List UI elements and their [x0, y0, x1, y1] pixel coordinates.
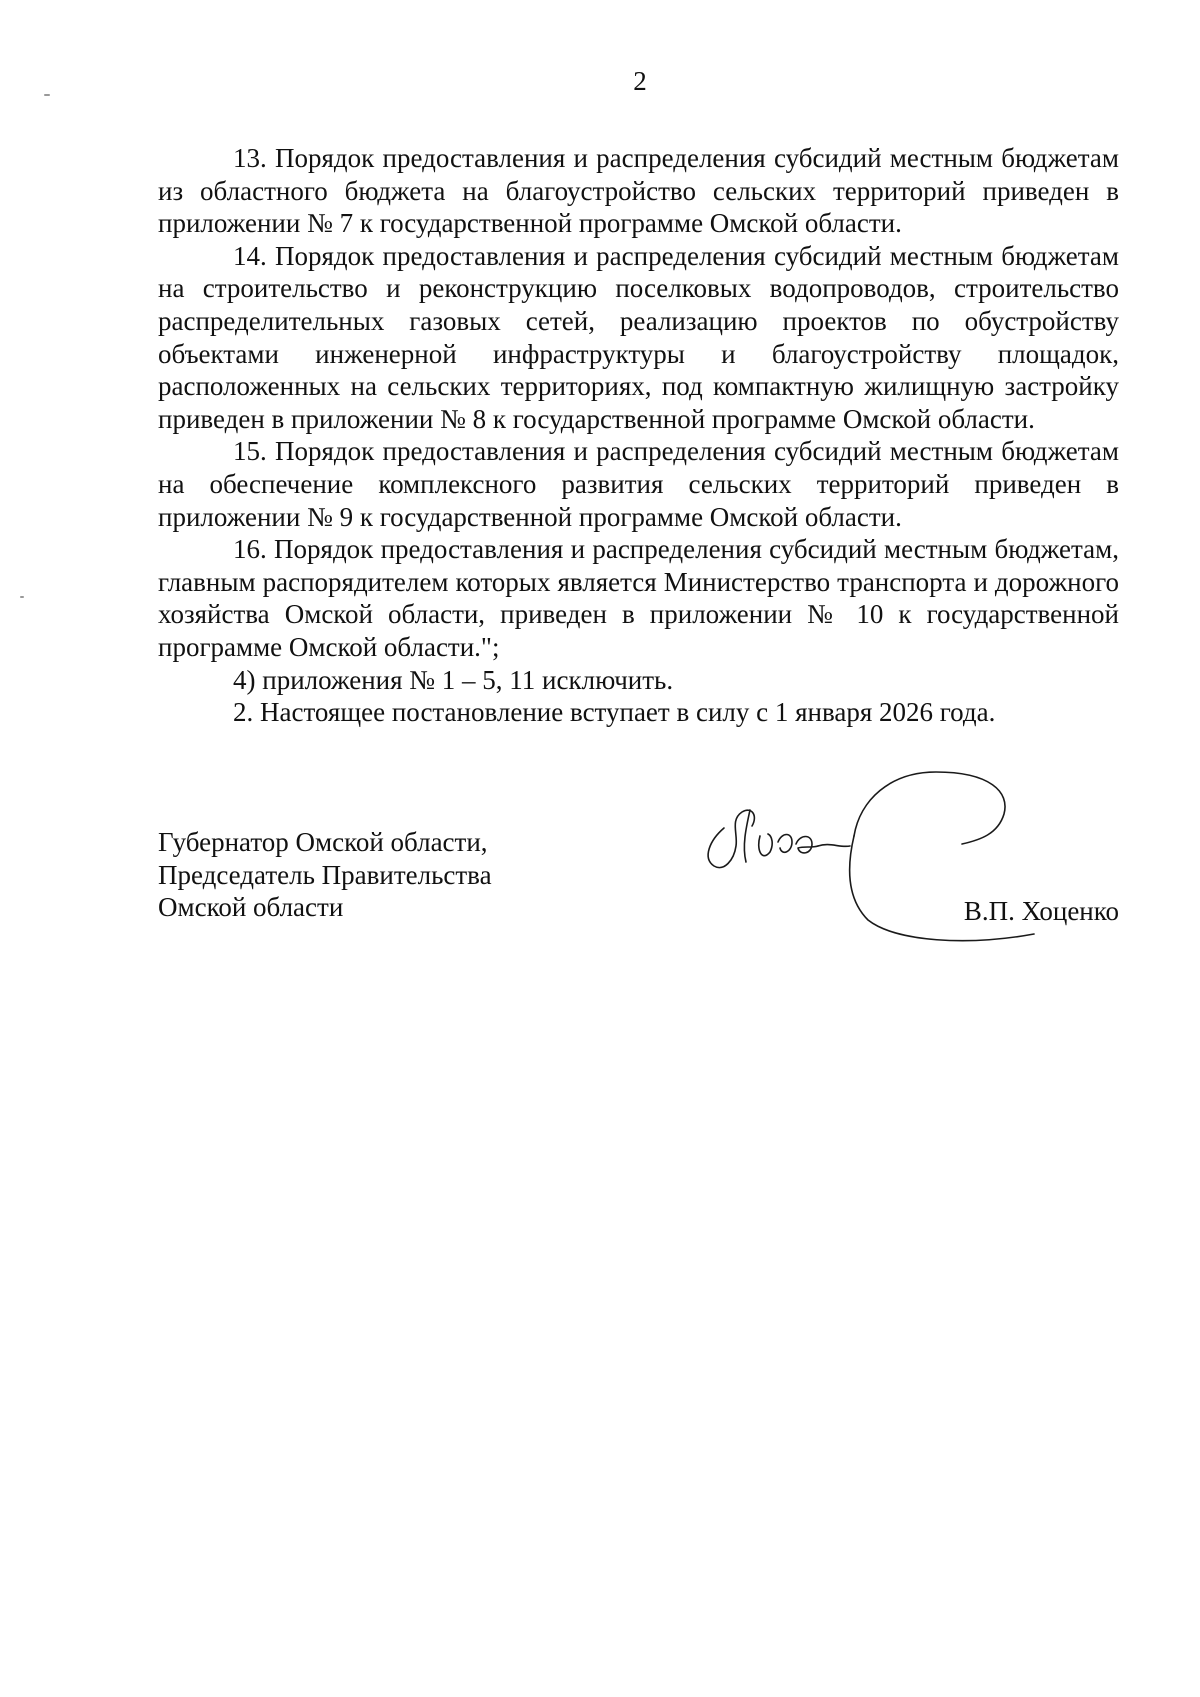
signer-position [158, 826, 492, 924]
handwritten-signature [700, 770, 1060, 970]
paragraph-15: 15. Порядок предоставления и распределения субсидий местным бюджетам на обеспечение комплексного развития сельских территорий приведен в приложении № 9 к государственной программе Омской области. [158, 436, 1119, 532]
subitem-4: 4) приложения № 1 – 5, 11 исключить. [233, 664, 674, 695]
scan-speck [20, 596, 24, 598]
position-line: Губернатор Омской области, [158, 827, 488, 857]
paragraph-13: 13. Порядок предоставления и распределения субсидий местным бюджетам из областного бюджета на благоустройство сельских территорий приведен в приложении № 7 к государственной программе Омской области. [158, 143, 1119, 239]
page-number: 2 [633, 66, 647, 96]
position-line: Председатель Правительства [158, 859, 492, 890]
clause-2: 2. Настоящее постановление вступает в силу с 1 января 2026 года. [233, 697, 996, 728]
position-line: Омской области [158, 892, 344, 923]
document-body [158, 142, 1119, 729]
paragraph-14: 14. Порядок предоставления и распределения субсидий местным бюджетам на строительство и реконструкцию поселковых водопроводов, строительство распределительных газовых сетей, реализацию проектов по обустройству объектами инженерной инфраструктуры и благоустройству площадок, расположенных на сельских территориях, под компактную жилищную застройку приведен в приложении № 8 к государственной программе Омской области. [158, 240, 1119, 434]
paragraph-16: 16. Порядок предоставления и распределения субсидий местным бюджетам, главным распорядителем которых является Министерство транспорта и дорожного хозяйства Омской области, приведен в приложении № 10 к государственной программе Омской области."; [158, 534, 1119, 662]
signer-name: В.П. Хоценко [963, 896, 1119, 926]
